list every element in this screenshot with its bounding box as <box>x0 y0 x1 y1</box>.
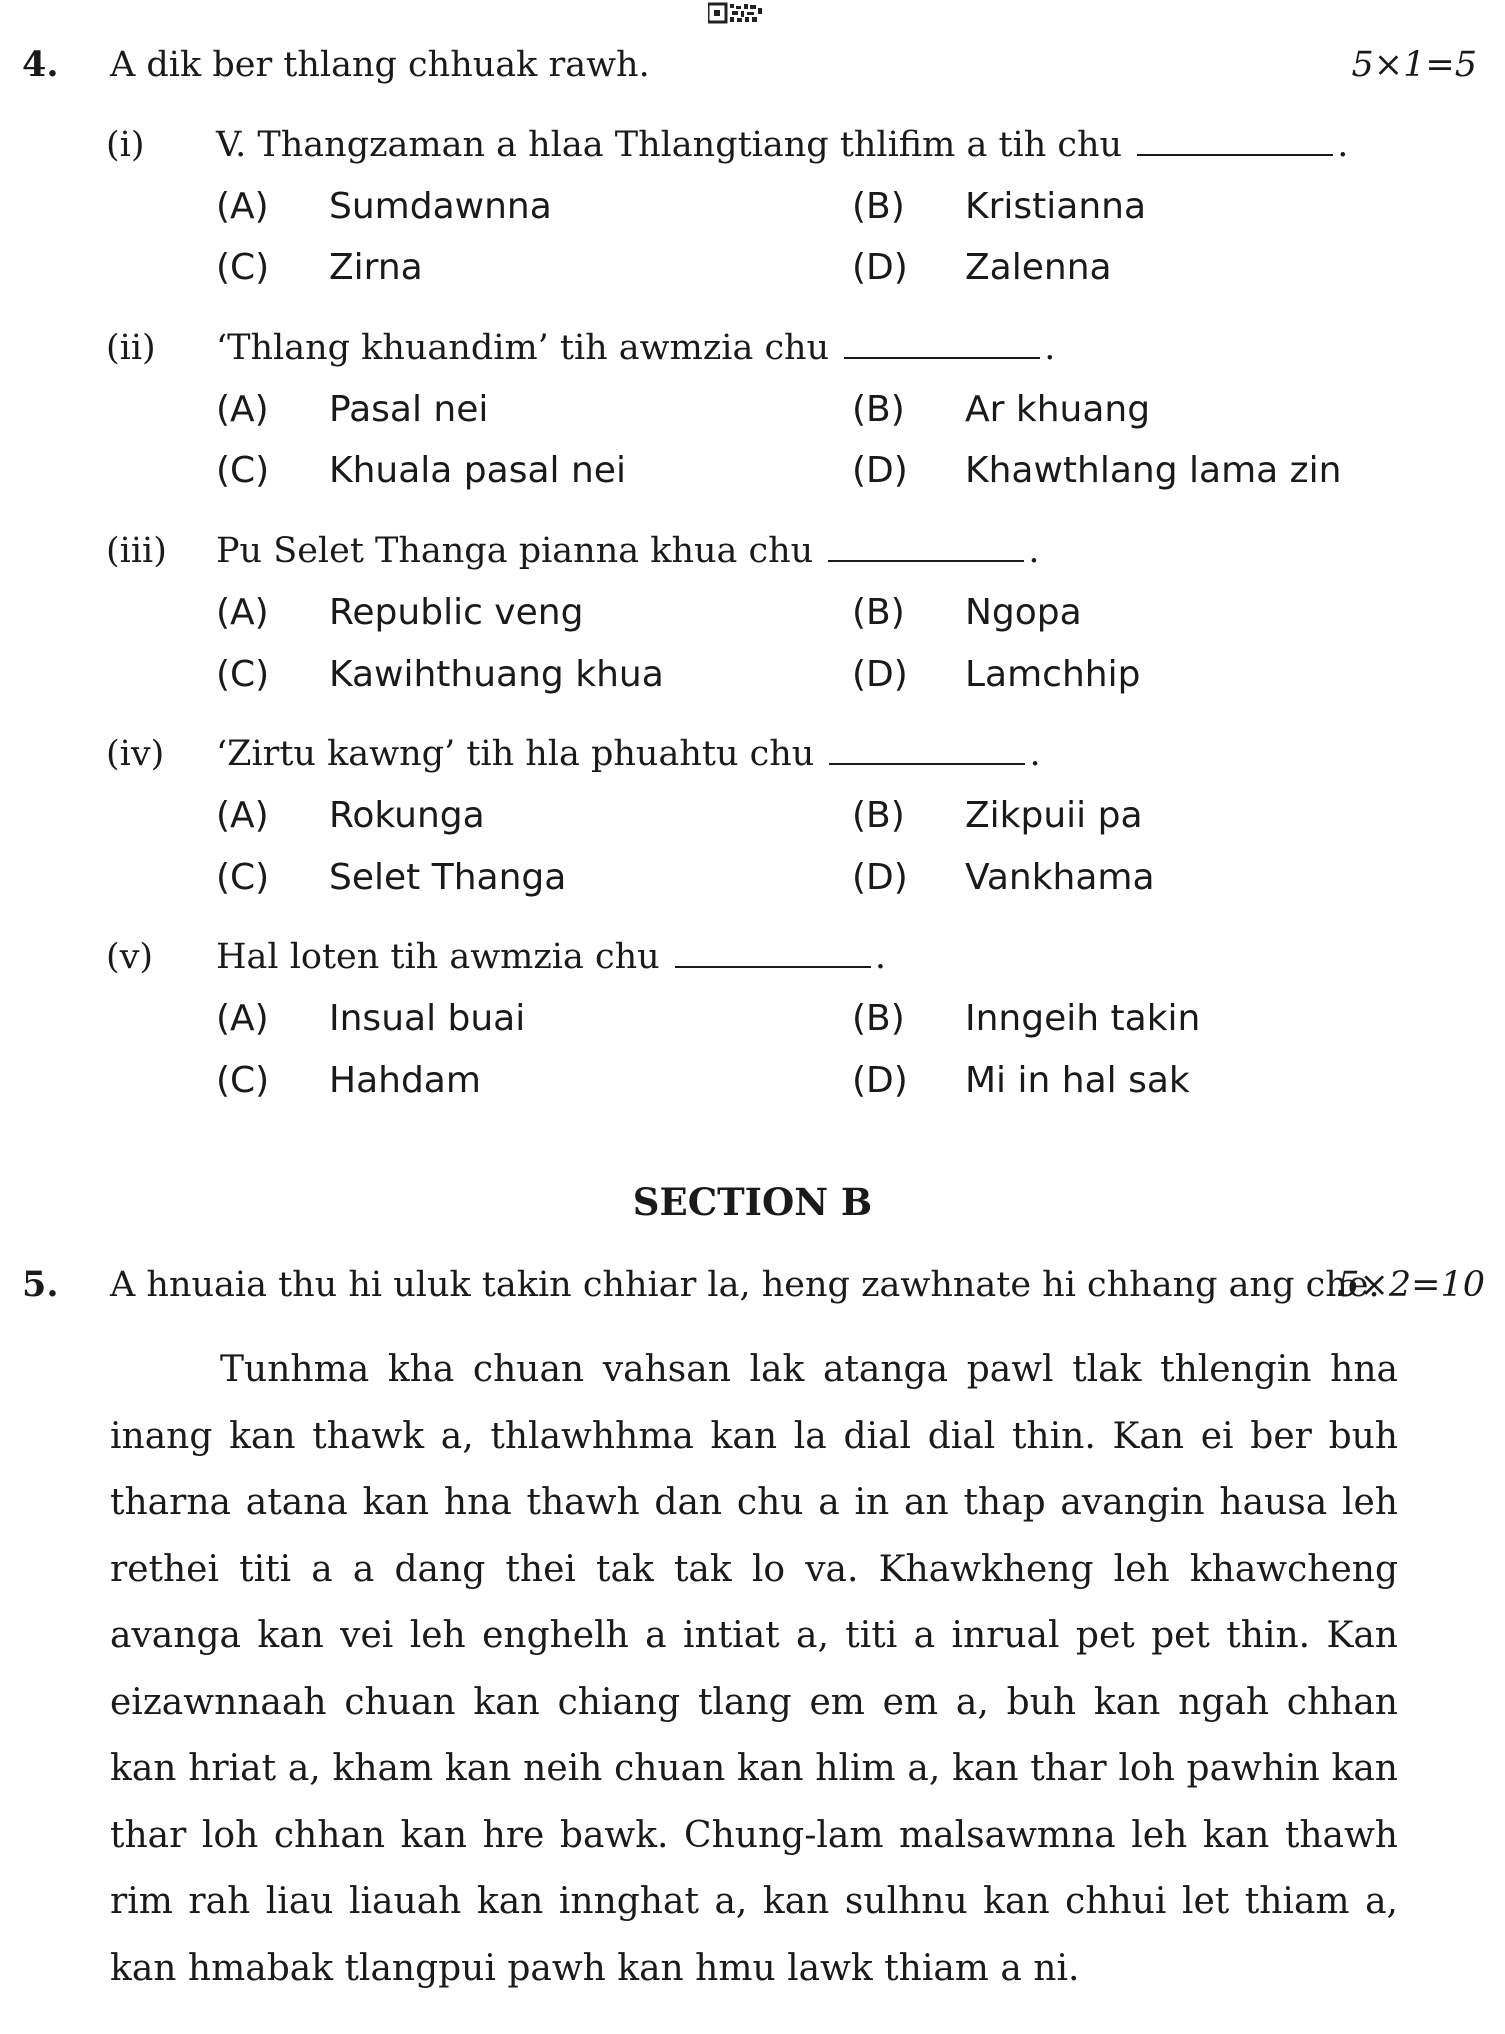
option-text: Rokunga <box>329 795 485 836</box>
item-number: (iv) <box>106 734 165 774</box>
option-text: Ngopa <box>965 592 1082 633</box>
option-text: Republic veng <box>329 592 584 633</box>
option-text: Kawihthuang khua <box>329 654 664 695</box>
item-number: (ii) <box>106 328 156 368</box>
item-stem <box>216 327 1055 369</box>
item-stem-text: ‘Thlang khuandim’ tih awmzia chu <box>216 328 830 368</box>
item-stem-end: . <box>874 937 886 977</box>
option-letter: (D) <box>852 1060 908 1101</box>
item-number: (iii) <box>106 531 167 571</box>
item-stem-text: Hal loten tih awmzia chu <box>216 937 660 977</box>
option-letter: (C) <box>216 450 270 491</box>
answer-blank <box>1137 126 1333 156</box>
answer-blank <box>829 735 1025 765</box>
option-letter: (A) <box>216 592 269 633</box>
qr-code-icon <box>708 2 766 24</box>
option-text: Mi in hal sak <box>965 1060 1190 1101</box>
option-letter: (D) <box>852 247 908 288</box>
option-text: Selet Thanga <box>329 857 567 898</box>
option-letter: (C) <box>216 654 270 695</box>
option-text: Zalenna <box>965 247 1112 288</box>
answer-blank <box>844 329 1040 359</box>
item-stem-end: . <box>1337 125 1349 165</box>
question-number: 5. <box>22 1264 59 1305</box>
item-stem-end: . <box>1028 531 1040 571</box>
item-stem <box>216 936 886 978</box>
answer-blank <box>675 938 871 968</box>
item-stem-text: V. Thangzaman a hlaa Thlangtiang thlifim a tih chu <box>216 125 1123 165</box>
option-text: Pasal nei <box>329 389 489 430</box>
option-letter: (B) <box>852 592 905 633</box>
option-letter: (B) <box>852 186 905 227</box>
item-number: (i) <box>106 125 145 165</box>
question-marks: 5×1=5 <box>1351 45 1477 85</box>
item-stem <box>216 733 1041 775</box>
option-text: Lamchhip <box>965 654 1141 695</box>
option-text: Ar khuang <box>965 389 1151 430</box>
option-letter: (C) <box>216 857 270 898</box>
answer-blank <box>828 532 1024 562</box>
option-text: Insual buai <box>329 998 526 1039</box>
option-text: Hahdam <box>329 1060 481 1101</box>
option-text: Inngeih takin <box>965 998 1201 1039</box>
option-letter: (B) <box>852 389 905 430</box>
option-letter: (B) <box>852 795 905 836</box>
item-stem-text: ‘Zirtu kawng’ tih hla phuahtu chu <box>216 734 815 774</box>
item-stem-end: . <box>1044 328 1056 368</box>
option-text: Sumdawnna <box>329 186 552 227</box>
option-letter: (A) <box>216 795 269 836</box>
question-number: 4. <box>22 44 59 85</box>
option-letter: (D) <box>852 857 908 898</box>
option-text: Khuala pasal nei <box>329 450 626 491</box>
question-marks: 5×2=10 <box>1337 1265 1485 1305</box>
option-letter: (C) <box>216 1060 270 1101</box>
option-letter: (A) <box>216 186 269 227</box>
option-text: Zirna <box>329 247 423 288</box>
option-text: Kristianna <box>965 186 1147 227</box>
question-instruction: A dik ber thlang chhuak rawh. <box>110 45 650 85</box>
item-stem-text: Pu Selet Thanga pianna khua chu <box>216 531 814 571</box>
question-instruction: A hnuaia thu hi uluk takin chhiar la, heng zawhnate hi chhang ang che. <box>110 1265 1380 1305</box>
item-stem <box>216 530 1040 572</box>
item-stem <box>216 124 1348 166</box>
option-letter: (A) <box>216 998 269 1039</box>
option-letter: (C) <box>216 247 270 288</box>
reading-passage: Tunhma kha chuan vahsan lak atanga pawl tlak thlengin hna inang kan thawk a, thlawhhma kan la dial dial thin. Kan ei ber buh tharna atana kan hna thawh dan chu a in an thap avangin hausa leh rethei titi a a dang thei tak tak lo va. Khawkheng leh khawcheng avanga kan vei leh enghelh a intiat a, titi a inrual pet pet thin. Kan eizawnnaah chuan kan chiang tlang em em a, buh kan ngah chhan kan hriat a, kham kan neih chuan kan hlim a, kan thar loh pawhin kan thar loh chhan kan hre bawk. Chung-lam malsawmna leh kan thawh rim rah liau liauah kan innghat a, kan sulhnu kan chhui let thiam a, kan hmabak tlangpui pawh kan hmu lawk thiam a ni. <box>110 1349 1398 1989</box>
option-text: Zikpuii pa <box>965 795 1143 836</box>
item-stem-end: . <box>1029 734 1041 774</box>
option-letter: (D) <box>852 450 908 491</box>
section-title: SECTION B <box>632 1180 873 1224</box>
option-letter: (B) <box>852 998 905 1039</box>
option-text: Vankhama <box>965 857 1155 898</box>
option-letter: (D) <box>852 654 908 695</box>
item-number: (v) <box>106 937 154 977</box>
option-text: Khawthlang lama zin <box>965 450 1342 491</box>
option-letter: (A) <box>216 389 269 430</box>
